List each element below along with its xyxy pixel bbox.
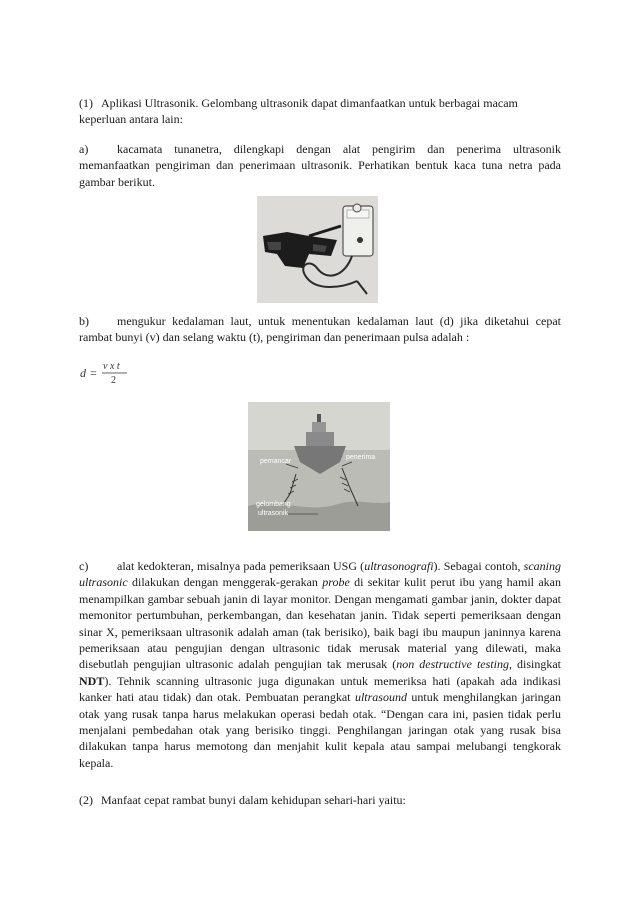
item-b-paragraph bbox=[79, 313, 561, 346]
formula-lhs: d bbox=[80, 366, 86, 380]
glasses-illustration bbox=[257, 196, 378, 303]
item-c-paragraph bbox=[79, 558, 561, 771]
section-2-number: (2) bbox=[79, 793, 93, 807]
item-c-italic-scaning: scaning ultrasonic bbox=[79, 559, 561, 590]
item-c-text-2: ). Sebagai contoh, bbox=[433, 559, 524, 573]
ultrasonic-glasses-photo bbox=[257, 196, 378, 303]
item-a-paragraph bbox=[79, 141, 561, 190]
item-c-text-7: untuk menghilangkan jaringan otak yang rusak tanpa harus melakukan operasi bedah otak. “Dengan cara ini, pasien tidak perlu menjalani pembedahan otak yang berisiko tinggi. Penghilangan jaringan otak yang rusak bisa dilakukan tanpa harus memotong dan menjahit kulit kepala atau sampai melubangi tengkorak kepala. bbox=[79, 690, 561, 770]
formula-numerator: v x t bbox=[103, 361, 120, 372]
section-1-title: Aplikasi Ultrasonik. Gelombang ultrasonik dapat dimanfaatkan untuk berbagai macam bbox=[101, 96, 518, 110]
formula-denominator: 2 bbox=[111, 375, 116, 386]
depth-formula bbox=[79, 357, 139, 387]
label-wave-2: ultrasonik bbox=[258, 510, 288, 517]
ship-sonar-illustration bbox=[248, 402, 390, 531]
item-c-italic-usg: ultrasonografi bbox=[364, 559, 434, 573]
item-b-text: mengukur kedalaman laut, untuk menentukan kedalaman laut (d) jika diketahui cepat rambat bunyi (v) dan selang waktu (t), pengiriman dan penerimaan pulsa adalah : bbox=[79, 314, 561, 345]
item-b-marker: b) bbox=[79, 314, 89, 328]
item-a-marker: a) bbox=[79, 142, 89, 156]
label-wave-1: gelombang bbox=[256, 501, 291, 508]
item-c-marker: c) bbox=[79, 559, 89, 573]
item-c-text-1: alat kedokteran, misalnya pada pemeriksaan USG ( bbox=[117, 559, 365, 573]
label-receiver: penerima bbox=[346, 454, 376, 461]
formula-equals: = bbox=[90, 366, 97, 380]
item-c-text-5: , disingkat bbox=[508, 657, 561, 672]
section-2-heading bbox=[79, 792, 561, 808]
item-c-text-4: di sekitar kulit perut ibu yang hamil akan menampilkan gambar sebuah janin di layar monitor. Dengan mengamati gambar janin, dokter dapat memonitor pertumbuhan, perkembangan, dan kesehatan janin. Tidak seperti pemeriksaan dengan sinar X, pemeriksaan ultrasonik adalah aman (tak berisiko), baik bagi ibu maupun janinnya karena pemeriksaan atau pengujian dengan ultrasonic tidak merusak material yang dilewati, maka disebutlah pengujian ultrasonic adalah pengujian tak merusak ( bbox=[79, 575, 561, 672]
item-c-italic-ultrasound: ultrasound bbox=[354, 690, 407, 705]
section-1-title-line2: keperluan antara lain: bbox=[79, 112, 183, 127]
section-1-number: (1) bbox=[79, 96, 93, 110]
item-c-text-6: ). Tehnik scanning ultrasonic juga digunakan untuk memeriksa hati (apakah ada indikasi kanker hati atau tidak) dan otak. Pembuatan perangkat bbox=[79, 673, 561, 705]
ship-sonar-figure bbox=[248, 402, 390, 531]
item-c-italic-probe: probe bbox=[322, 575, 350, 590]
label-emitter: pemancar bbox=[260, 458, 292, 465]
item-c-italic-ndt: non destructive testing bbox=[396, 657, 509, 672]
section-1-heading bbox=[79, 95, 561, 128]
item-c-bold-ndt: NDT bbox=[79, 673, 105, 688]
section-2-title: Manfaat cepat rambat bunyi dalam kehidupan sehari-hari yaitu: bbox=[101, 793, 406, 807]
item-c-text-3: dilakukan dengan menggerak-gerakan bbox=[127, 575, 323, 590]
item-a-text: kacamata tunanetra, dilengkapi dengan alat pengirim dan penerima ultrasonik memanfaatkan pengiriman dan penerimaan ultrasonik. Perhatikan bentuk kaca tuna netra pada gambar berikut. bbox=[79, 142, 561, 189]
